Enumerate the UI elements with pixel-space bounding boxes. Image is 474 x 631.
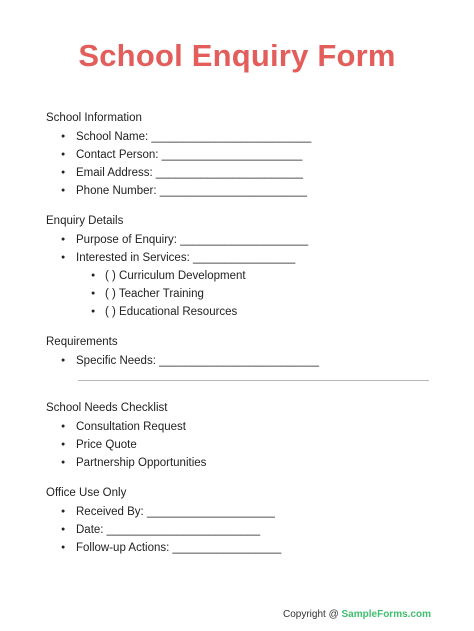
bullet-icon: ● [61,169,66,176]
bullet-icon: ● [91,308,96,315]
bullet-icon: ● [61,236,66,243]
interested-in-services-field: Interested in Services: ________________ [76,252,296,264]
bullet-icon: ● [61,151,66,158]
section-heading-enquiry-details: Enquiry Details [46,215,124,227]
bullet-icon: ● [61,423,66,430]
option-curriculum-development: ( ) Curriculum Development [105,270,246,282]
bullet-icon: ● [61,526,66,533]
option-educational-resources: ( ) Educational Resources [105,306,238,318]
bullet-icon: ● [91,290,96,297]
email-address-field: Email Address: _______________________ [76,167,303,179]
phone-number-field: Phone Number: _______________________ [76,185,307,197]
bullet-icon: ● [61,544,66,551]
section-heading-requirements: Requirements [46,336,118,348]
footer-copyright [283,609,431,620]
bullet-icon: ● [61,459,66,466]
form-title: School Enquiry Form [78,38,396,73]
section-heading-school-information: School Information [46,112,142,124]
bullet-icon: ● [61,133,66,140]
date-field: Date: ________________________ [76,524,261,536]
checklist-item-partnership-opportunities: Partnership Opportunities [76,457,207,469]
brand-link[interactable]: SampleForms.com [341,609,431,620]
section-heading-checklist: School Needs Checklist [46,402,168,414]
bullet-icon: ● [61,187,66,194]
section-divider [78,380,429,381]
checklist-item-consultation-request: Consultation Request [76,421,186,433]
option-teacher-training: ( ) Teacher Training [105,288,204,300]
purpose-of-enquiry-field: Purpose of Enquiry: ____________________ [76,234,309,246]
bullet-icon: ● [61,508,66,515]
school-name-field: School Name: _________________________ [76,131,312,143]
bullet-icon: ● [61,254,66,261]
contact-person-field: Contact Person: ______________________ [76,149,303,161]
copyright-text: Copyright @ [283,609,342,620]
bullet-icon: ● [91,272,96,279]
checklist-item-price-quote: Price Quote [76,439,137,451]
section-heading-office-use: Office Use Only [46,487,127,499]
specific-needs-field: Specific Needs: _________________________ [76,355,319,367]
follow-up-actions-field: Follow-up Actions: _________________ [76,542,282,554]
bullet-icon: ● [61,441,66,448]
bullet-icon: ● [61,357,66,364]
received-by-field: Received By: ____________________ [76,506,275,518]
